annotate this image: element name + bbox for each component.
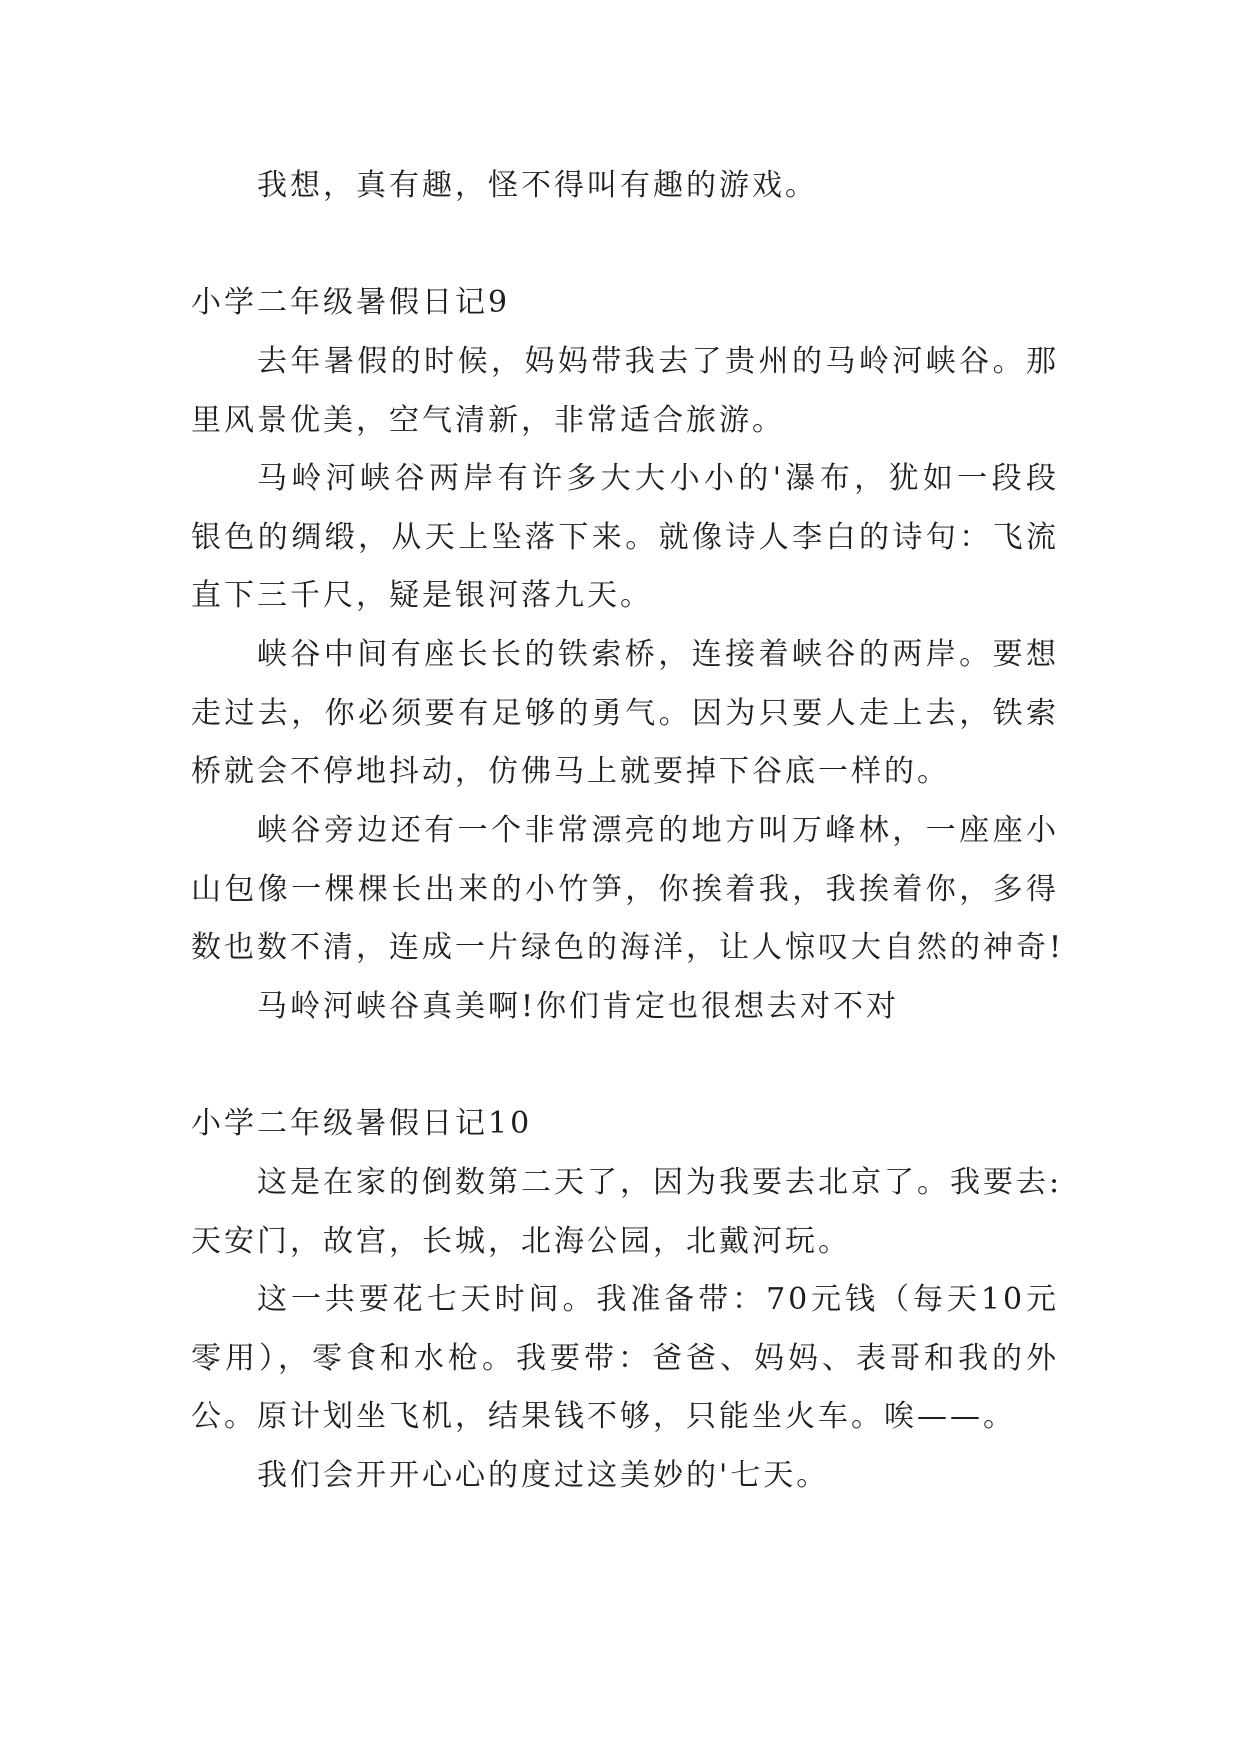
paragraph: [191, 1447, 1059, 1506]
paragraph: [191, 978, 1059, 1037]
paragraph: [191, 1271, 1059, 1447]
text-line: 我们会开开心心的度过这美妙的'七天。: [257, 1458, 830, 1494]
text-line: 马岭河峡谷真美啊!你们肯定也很想去对不对: [257, 988, 900, 1024]
text-line: 这是在家的倒数第二天了，因为我要去北京了。我要去:: [257, 1164, 1063, 1200]
text-line: 桥就会不停地抖动，仿佛马上就要掉下谷底一样的。: [191, 754, 950, 790]
document-body: [191, 157, 1065, 1506]
text-line: 零用），零食和水枪。我要带：爸爸、妈妈、表哥和我的外: [191, 1340, 1059, 1376]
text-line: 去年暑假的时候，妈妈带我去了贵州的马岭河峡谷。那: [257, 343, 1059, 379]
text-line: 里风景优美，空气清新，非常适合旅游。: [191, 402, 785, 438]
text-line: 峡谷中间有座长长的铁索桥，连接着峡谷的两岸。要想: [257, 637, 1059, 673]
text-line: 我想，真有趣，怪不得叫有趣的游戏。: [257, 168, 818, 203]
text-line: 山包像一棵棵长出来的小竹笋，你挨着我，我挨着你，多得: [191, 871, 1059, 907]
blank-line: [191, 216, 1059, 275]
paragraph: [191, 626, 1059, 802]
text-line: 数也数不清，连成一片绿色的海洋，让人惊叹大自然的神奇!: [191, 930, 1065, 966]
paragraph: [191, 1154, 1063, 1271]
entry-title: 小学二年级暑假日记10: [191, 1106, 533, 1142]
text-line: 走过去，你必须要有足够的勇气。因为只要人走上去，铁索: [191, 695, 1059, 731]
paragraph: [191, 157, 1059, 216]
text-line: 马岭河峡谷两岸有许多大大小小的'瀑布，犹如一段段: [257, 461, 1059, 497]
text-line: 银色的绸缎，从天上坠落下来。就像诗人李白的诗句：飞流: [191, 519, 1059, 555]
text-line: 公。原计划坐飞机，结果钱不够，只能坐火车。唉——。: [191, 1399, 1016, 1435]
blank-line: [191, 1037, 1059, 1096]
entry-title: 小学二年级暑假日记9: [191, 285, 511, 321]
paragraph: [191, 450, 1059, 626]
text-line: 直下三千尺，疑是银河落九天。: [191, 578, 653, 614]
text-line: 峡谷旁边还有一个非常漂亮的地方叫万峰林，一座座小: [257, 813, 1059, 849]
paragraph: [191, 802, 1065, 978]
text-line: 这一共要花七天时间。我准备带：70元钱（每天10元: [257, 1282, 1059, 1318]
diary-entry: [191, 274, 1065, 1036]
text-line: 天安门，故宫，长城，北海公园，北戴河玩。: [191, 1223, 851, 1259]
diary-entry: [191, 1095, 1063, 1505]
paragraph: [191, 333, 1059, 450]
